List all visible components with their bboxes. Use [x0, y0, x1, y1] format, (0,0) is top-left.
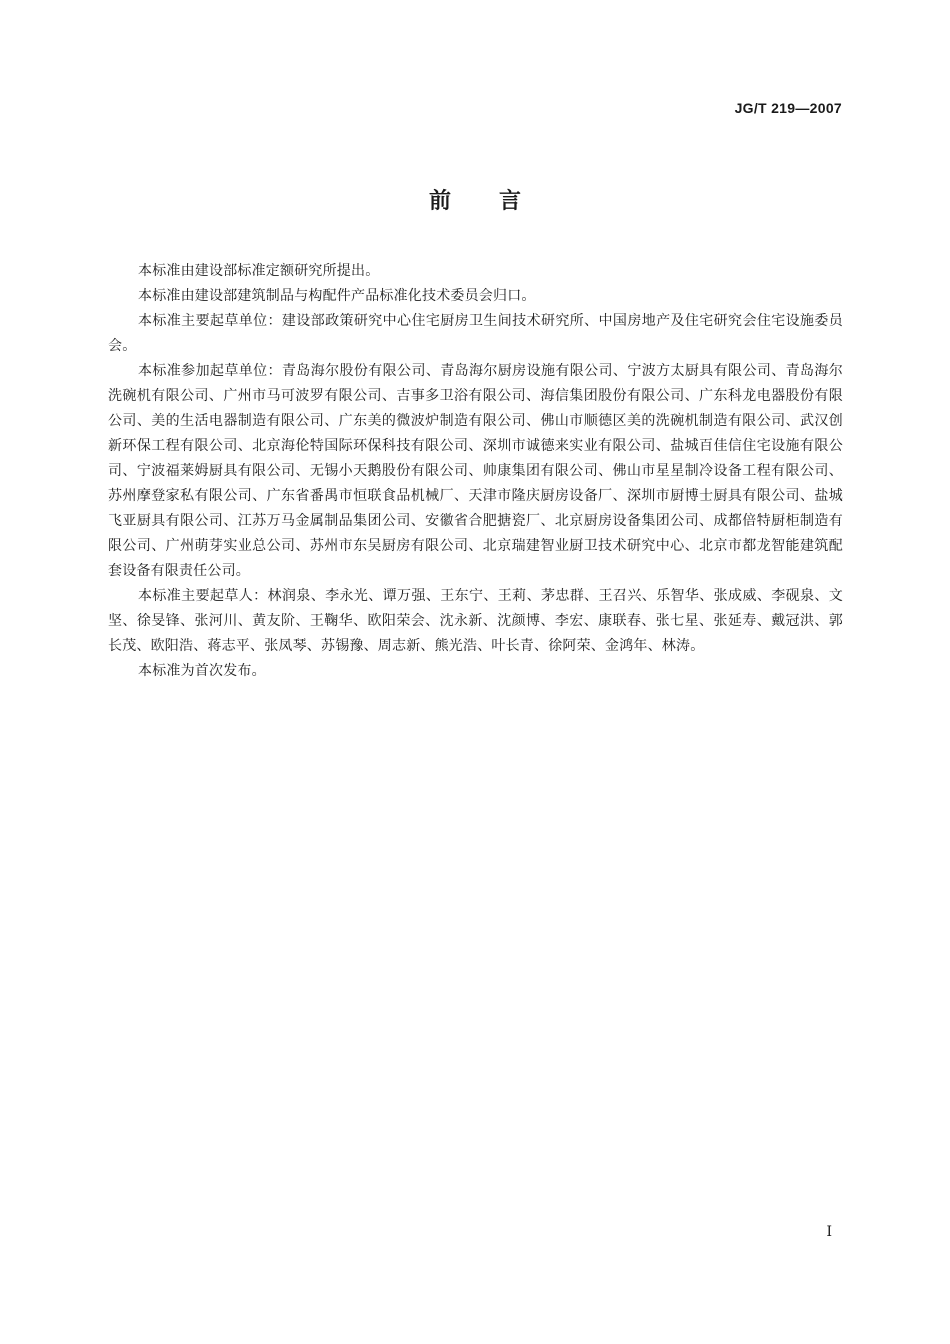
paragraph-first-release: 本标准为首次发布。: [138, 663, 266, 679]
document-body: [108, 259, 843, 684]
page-title: 前言: [428, 189, 569, 214]
paragraph-participating-units: 本标准参加起草单位：青岛海尔股份有限公司、青岛海尔厨房设施有限公司、宁波方太厨具有限公司、青岛海尔洗碗机有限公司、广州市马可波罗有限公司、吉事多卫浴有限公司、海信集团股份有限公司、广东科龙电器股份有限公司、美的生活电器制造有限公司、广东美的微波炉制造有限公司、佛山市顺德区美的洗碗机制造有限公司、武汉创新环保工程有限公司、北京海伦特国际环保科技有限公司、深圳市诚德来实业有限公司、盐城百佳信住宅设施有限公司、宁波福莱姆厨具有限公司、无锡小天鹅股份有限公司、帅康集团有限公司、佛山市星星制冷设备工程有限公司、苏州摩登家私有限公司、广东省番禺市恒联食品机械厂、天津市隆庆厨房设备厂、深圳市厨博士厨具有限公司、盐城飞亚厨具有限公司、江苏万马金属制品集团公司、安徽省合肥搪瓷厂、北京厨房设备集团公司、成都倍特厨柜制造有限公司、广州萌芽实业总公司、苏州市东吴厨房有限公司、北京瑞建智业厨卫技术研究中心、北京市都龙智能建筑配套设备有限责任公司。: [108, 363, 843, 579]
paragraph-main-drafting-units: 本标准主要起草单位：建设部政策研究中心住宅厨房卫生间技术研究所、中国房地产及住宅研究会住宅设施委员会。: [108, 313, 843, 354]
page-number: I: [826, 1224, 832, 1240]
paragraph-administrator: 本标准由建设部建筑制品与构配件产品标准化技术委员会归口。: [138, 288, 536, 304]
standard-code: JG/T 219—2007: [734, 100, 842, 116]
paragraph-main-drafters: 本标准主要起草人：林润泉、李永光、谭万强、王东宁、王莉、茅忠群、王召兴、乐智华、张成威、李砚泉、文坚、徐旻锋、张河川、黄友阶、王鞠华、欧阳荣会、沈永新、沈颜博、李宏、康联春、张七星、张延寿、戴冠洪、郭长茂、欧阳浩、蒋志平、张凤琴、苏锡豫、周志新、熊光浩、叶长青、徐阿荣、金鸿年、林涛。: [108, 588, 843, 654]
paragraph-proposer: 本标准由建设部标准定额研究所提出。: [138, 263, 380, 279]
